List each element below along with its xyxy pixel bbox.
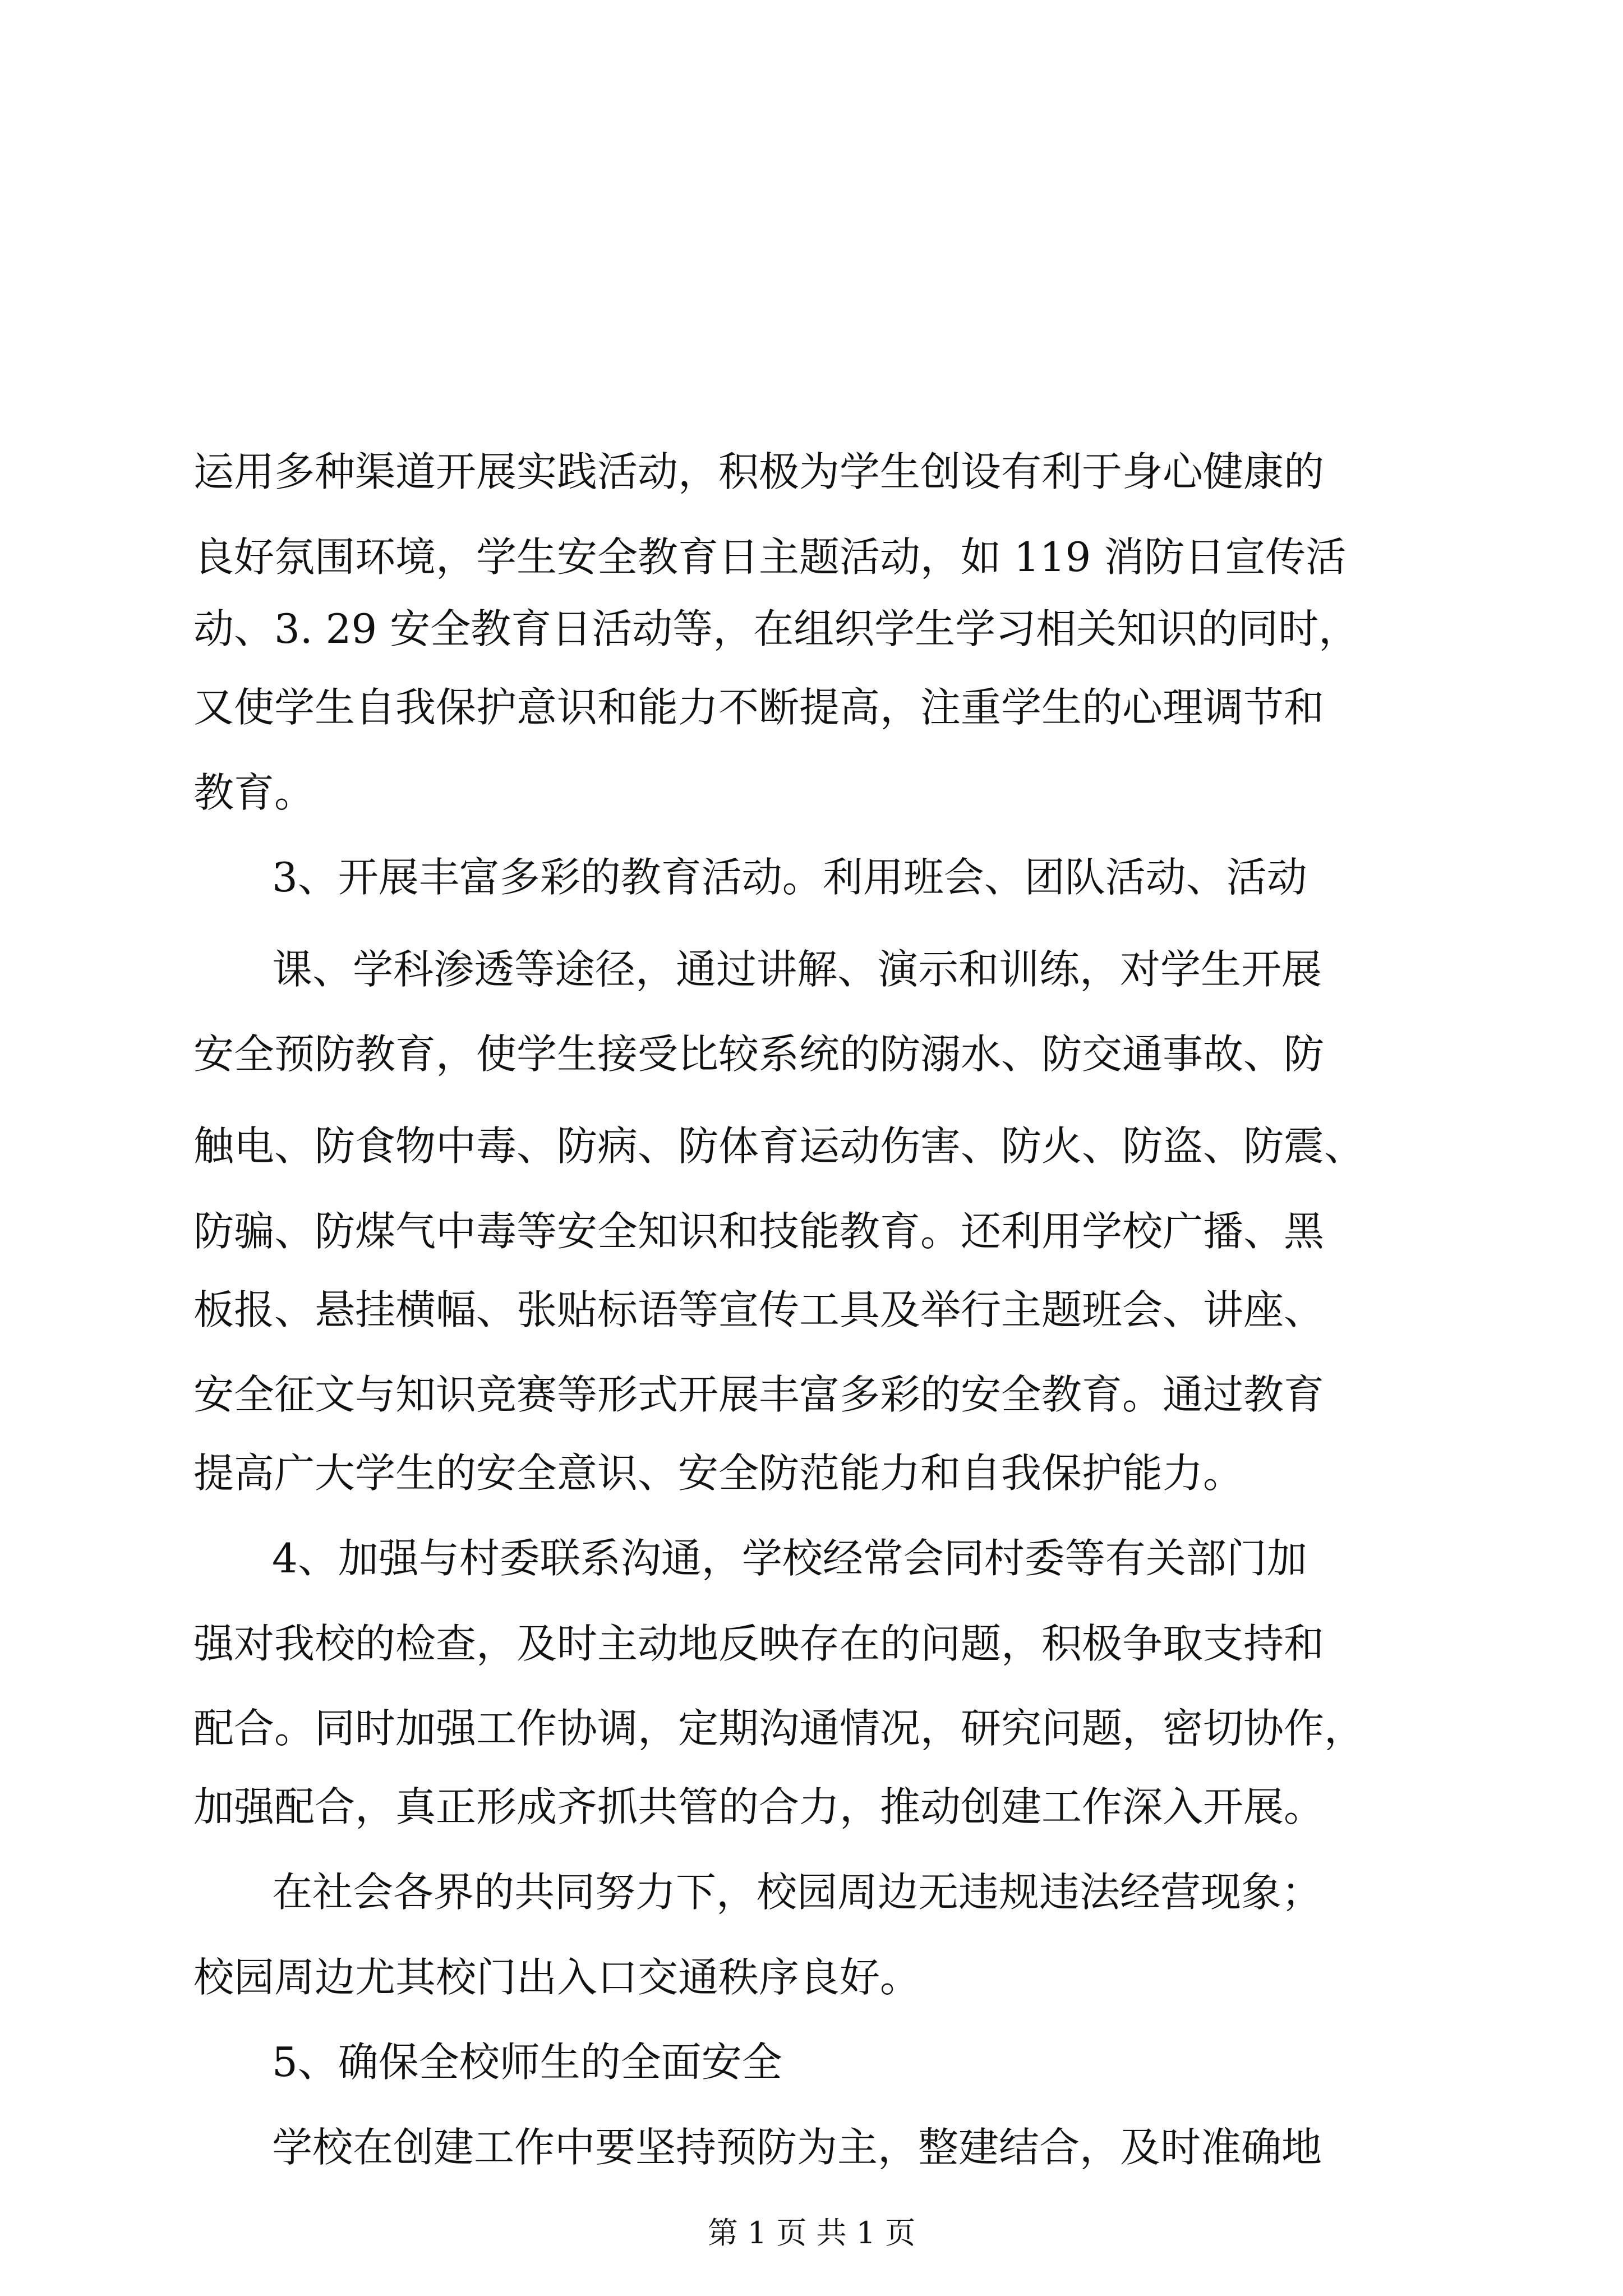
text-line: 加强配合，真正形成齐抓共管的合力，推动创建工作深入开展。 [193,1783,1325,1830]
text-line: 4、加强与村委联系沟通，学校经常会同村委等有关部门加 [272,1535,1307,1582]
text-line: 教育。 [193,769,315,816]
text-line: 触电、防食物中毒、防病、防体育运动伤害、防火、防盗、防震、 [193,1122,1365,1170]
text-line: 强对我校的检查，及时主动地反映存在的问题，积极争取支持和 [193,1620,1325,1667]
page-footer: 第 1 页 共 1 页 [707,2215,916,2251]
text-line: 提高广大学生的安全意识、安全防范能力和自我保护能力。 [193,1450,1244,1497]
text-line: 安全预防教育，使学生接受比较系统的防溺水、防交通事故、防 [193,1030,1325,1078]
text-line: 配合。同时加强工作协调，定期沟通情况，研究问题，密切协作， [193,1705,1365,1752]
text-line: 在社会各界的共同努力下，校园周边无违规违法经营现象； [272,1869,1322,1916]
text-line: 课、学科渗透等途径，通过讲解、演示和训练，对学生开展 [272,946,1322,993]
text-line: 板报、悬挂横幅、张贴标语等宣传工具及举行主题班会、讲座、 [193,1286,1325,1333]
text-line: 5、确保全校师生的全面安全 [272,2039,782,2086]
text-line: 动、3. 29 安全教育日活动等，在组织学生学习相关知识的同时， [193,605,1359,652]
text-line: 运用多种渠道开展实践活动，积极为学生创设有利于身心健康的 [193,448,1325,495]
text-line: 3、开展丰富多彩的教育活动。利用班会、团队活动、活动 [272,854,1307,901]
text-line: 又使学生自我保护意识和能力不断提高，注重学生的心理调节和 [193,684,1325,731]
text-line: 良好氛围环境，学生安全教育日主题活动，如 119 消防日宣传活 [193,533,1347,581]
text-line: 防骗、防煤气中毒等安全知识和技能教育。还利用学校广播、黑 [193,1208,1325,1255]
text-line: 学校在创建工作中要坚持预防为主，整建结合，及时准确地 [272,2124,1322,2171]
text-line: 安全征文与知识竞赛等形式开展丰富多彩的安全教育。通过教育 [193,1371,1325,1418]
text-line: 校园周边尤其校门出入口交通秩序良好。 [193,1954,921,2001]
